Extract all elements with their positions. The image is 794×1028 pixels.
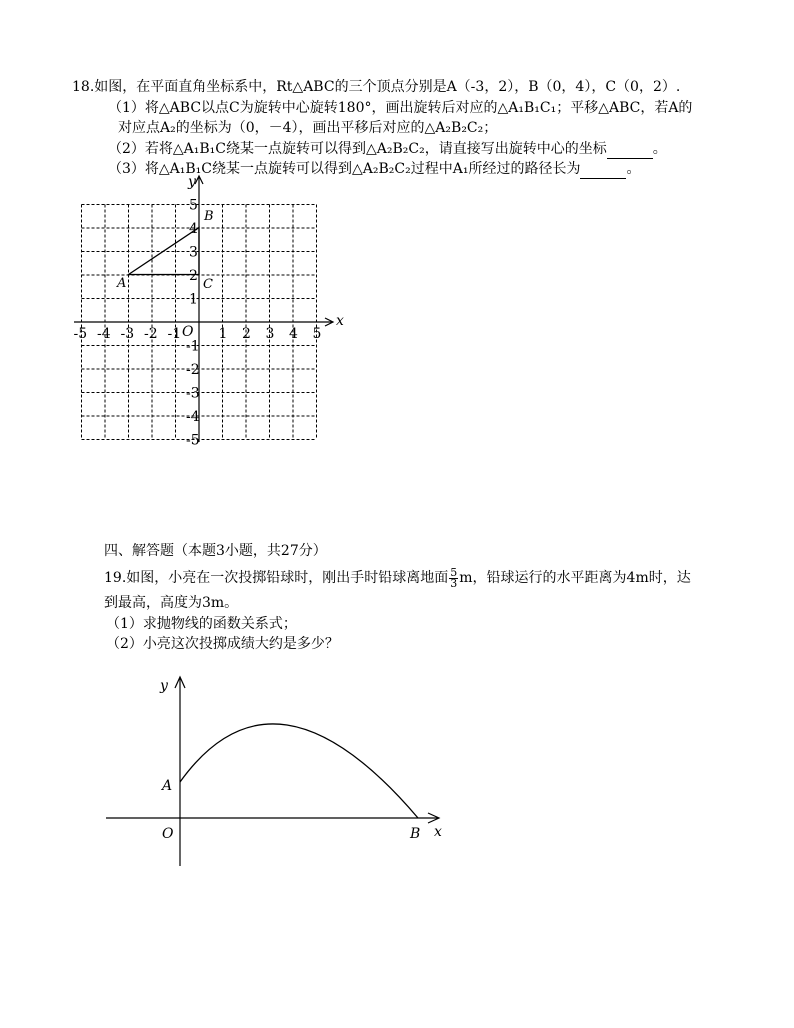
origin-label: O xyxy=(182,324,194,340)
fraction-numerator: 5 xyxy=(450,565,458,579)
q18-line4-text: （2）若将△A₁B₁C绕某一点旋转可以得到△A₂B₂C₂，请直接写出旋转中心的坐标 xyxy=(108,141,607,157)
q19-line1-start: 19.如图，小亮在一次投掷铅球时，刚出手时铅球离地面 xyxy=(104,570,449,586)
x-axis-label: x xyxy=(336,313,344,329)
x-tick-label: 2 xyxy=(242,326,251,342)
x-axis-label: x xyxy=(434,824,442,840)
x-tick-label: -4 xyxy=(97,326,111,342)
q19-sub1: （1）求抛物线的函数关系式； xyxy=(106,616,297,632)
q19-line2: 到最高，高度为3m。 xyxy=(104,595,239,611)
y-tick-label: 3 xyxy=(189,244,198,261)
x-tick-label: -1 xyxy=(167,326,182,342)
point-c-label: C xyxy=(203,277,213,292)
coordinate-grid-figure xyxy=(70,172,360,450)
point-b-label: B xyxy=(204,209,214,224)
q19-line1 xyxy=(104,566,691,590)
y-tick-label: -2 xyxy=(186,362,200,378)
y-tick-label: -5 xyxy=(186,432,200,449)
y-axis-label: y xyxy=(188,174,196,190)
point-a-label: A xyxy=(162,778,173,794)
x-tick-label: 3 xyxy=(265,326,275,342)
y-axis-label: y xyxy=(160,678,168,694)
q18-line5-text: （3）将△A₁B₁C绕某一点旋转可以得到△A₂B₂C₂过程中A₁所经过的路径长为 xyxy=(108,161,581,177)
q18-line4-end: 。 xyxy=(652,141,667,157)
q18-line4 xyxy=(108,140,667,159)
point-a-label: A xyxy=(117,276,127,291)
q18-line3: 对应点A₂的坐标为（0，－4），画出平移后对应的△A₂B₂C₂； xyxy=(118,120,498,136)
parabola-curve xyxy=(180,724,418,818)
fraction-denominator: 3 xyxy=(450,576,458,590)
x-tick-label: 1 xyxy=(218,326,228,342)
answer-blank-1 xyxy=(607,140,653,159)
y-tick-label: 5 xyxy=(189,197,198,214)
q18-line2: （1）将△ABC以点C为旋转中心旋转180°，画出旋转后对应的△A₁B₁C₁；平移△ABC，若A的 xyxy=(108,100,693,116)
y-tick-label: -4 xyxy=(186,409,200,425)
parabola-figure xyxy=(100,670,460,870)
origin-label: O xyxy=(162,826,174,842)
y-tick-label: 4 xyxy=(189,221,198,237)
x-tick-label: 5 xyxy=(312,326,322,342)
fraction-five-thirds xyxy=(449,565,458,590)
x-tick-label: -3 xyxy=(120,326,135,342)
y-tick-label: -1 xyxy=(186,338,200,355)
y-tick-label: 2 xyxy=(189,268,198,284)
x-tick-label: -2 xyxy=(144,326,158,342)
y-tick-label: 1 xyxy=(189,291,198,308)
q19-line1-end: m，铅球运行的水平距离为4m时，达 xyxy=(459,570,691,586)
q18-line5-end: 。 xyxy=(626,161,641,177)
answer-blank-2 xyxy=(580,160,626,179)
section-heading: 四、解答题（本题3小题，共27分） xyxy=(104,543,327,559)
y-tick-label: -3 xyxy=(186,385,200,402)
q18-line1: 18.如图，在平面直角坐标系中，Rt△ABC的三个顶点分别是A（-3，2），B（0，4），C（0，2）. xyxy=(72,79,681,95)
q19-sub2: （2）小亮这次投掷成绩大约是多少？ xyxy=(106,636,339,652)
x-tick-label: 4 xyxy=(289,326,298,342)
x-tick-label: -5 xyxy=(73,326,88,342)
point-b-label: B xyxy=(410,826,421,842)
